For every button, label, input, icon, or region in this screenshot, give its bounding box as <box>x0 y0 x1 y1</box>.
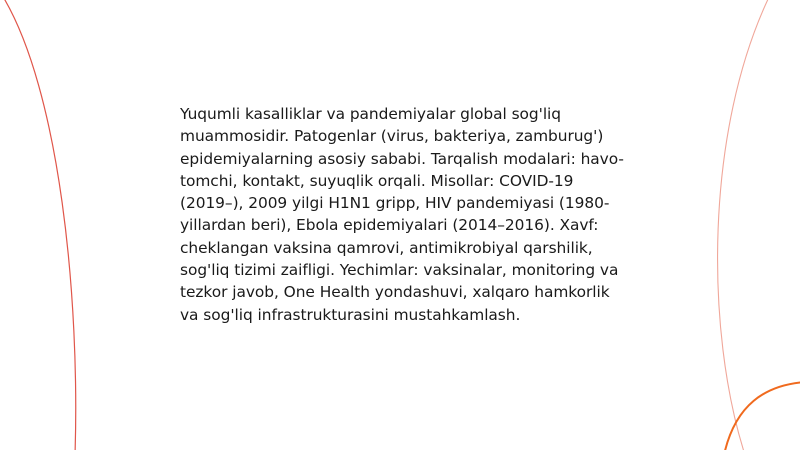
slide-body-text: Yuqumli kasalliklar va pandemiyalar global sog'liq muammosidir. Patogenlar (virus, bakteriya, zamburug') epidemiyalarning asosiy sababi. Tarqalish modalari: havo-tomchi, kontakt, suyuqlik orqali. Misollar: COVID-19 (2019–), 2009 yilgi H1N1 gripp, HIV pandemiyasi (1980-yillardan beri), Ebola epidemiyalari (2014–2016). Xavf: cheklangan vaksina qamrovi, antimikrobiyal qarshilik, sog'liq tizimi zaifligi. Yechimlar: vaksinalar, monitoring va tezkor javob, One Health yondashuvi, xalqaro hamkorlik va sog'liq infrastrukturasini mustahkamlash. <box>180 105 624 324</box>
corner-orange-arc <box>724 382 800 450</box>
right-decorative-curve <box>718 0 770 450</box>
left-decorative-curve <box>2 0 76 450</box>
